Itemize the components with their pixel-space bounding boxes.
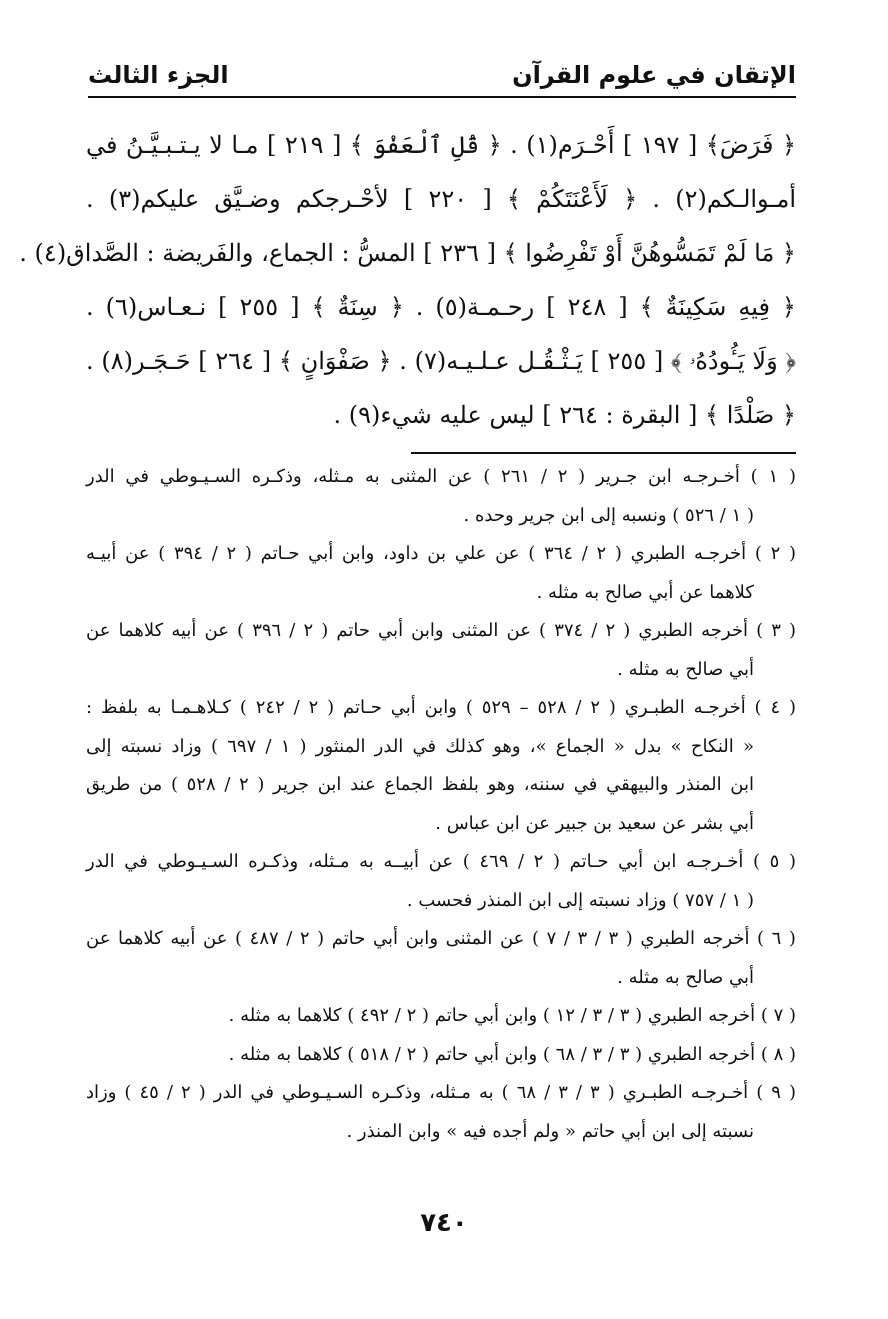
footnote-line: ( ١ / ٥٢٦ ) ونسبه إلى ابن جرير وحده . — [463, 504, 754, 526]
footnote-line: كلاهما عن أبي صالح به مثله . — [536, 581, 754, 603]
page-number: ٧٤٠ — [420, 1208, 468, 1238]
footnote-line: أبي صالح به مثله . — [617, 658, 754, 680]
main-text-line: ﴿ صَلْدًا ﴾ [ البقرة : ٢٦٤ ] ليس عليه شيء(٩) . — [333, 401, 796, 429]
footnote-line: ابن المنذر والبيهقي في سننه، وهو بلفظ الجماع عند ابن جرير ( ٢ / ٥٢٨ ) من طريق — [86, 774, 755, 795]
main-text-line: أمـوالـكم(٢) . ﴿ لَأَعْنَتَكُمْ ﴾ [ ٢٢٠ ] لأحْـرجكم وضـيَّق عليكم(٣) . — [86, 185, 797, 213]
footnote-line: أبي بشر عن سعيد بن جبير عن ابن عباس . — [435, 812, 754, 834]
footnote-line: ( ٤ ) أخرجـه الطبـري ( ٢ / ٥٢٨ – ٥٢٩ ) وابن أبي حـاتم ( ٢ / ٢٤٢ ) كـلاهـمـا به بلفظ : — [86, 697, 797, 718]
main-text-line: ﴿ مَا لَمْ تَمَسُّوهُنَّ أَوْ تَفْرِضُوا ﴾ [ ٢٣٦ ] المسُّ : الجماع، والفَريضة : الصَّداق(٤) . — [19, 239, 796, 267]
main-text — [19, 118, 797, 442]
footnote-line: ( ٩ ) أخـرجـه الطبـري ( ٣ / ٣ / ٦٨ ) به مـثله، وذكـره السـيـوطي في الدر ( ٢ / ٤٥ ) وزاد — [86, 1082, 797, 1103]
footnote-line: ( ٦ ) أخرجه الطبري ( ٣ / ٣ / ٧ ) عن المثنى وابن أبي حاتم ( ٢ / ٤٨٧ ) عن أبيه كلاهما عن — [86, 928, 796, 949]
footnote-line: ( ١ ) أخـرجـه ابن جـرير ( ٢ / ٢٦١ ) عن المثنى به مـثله، وذكـره السـيـوطي في الدر — [86, 466, 796, 487]
main-text-line: ﴿ وَلَا يَـُٔودُهُۥ ﴾ [ ٢٥٥ ] يَـثْـقُـل عـلـيـه(٧) . ﴿ صَفْوَانٍ ﴾ [ ٢٦٤ ] حَـجَـر(٨) . — [86, 347, 797, 375]
footnote-line: ( ٥ ) أخـرجـه ابن أبي حـاتم ( ٢ / ٤٦٩ ) عن أبيــه به مـثله، وذكـره السـيـوطي في الدر — [86, 851, 796, 872]
main-text-line: ﴿ فَرَضَ﴾ [ ١٩٧ ] أَحْـرَم(١) . ﴿ قُلِ ٱلْعَفْوَ ﴾ [ ٢١٩ ] مـا لا يـتـبـيَّـنُ في — [86, 131, 797, 159]
footnotes — [86, 458, 796, 1151]
running-header — [88, 54, 796, 98]
footnote-line: ( ٧ ) أخرجه الطبري ( ٣ / ٣ / ١٢ ) وابن أبي حاتم ( ٢ / ٤٩٢ ) كلاهما به مثله . — [228, 1005, 796, 1026]
footnote-line: نسبته إلى ابن أبي حاتم « ولم أجده فيه » وابن المنذر . — [346, 1120, 754, 1142]
volume-label: الجزء الثالث — [88, 61, 229, 89]
footnote-line: ( ٨ ) أخرجه الطبري ( ٣ / ٣ / ٦٨ ) وابن أبي حاتم ( ٢ / ٥١٨ ) كلاهما به مثله . — [228, 1043, 796, 1065]
main-text-line: ﴿ فِيهِ سَكِينَةٌ ﴾ [ ٢٤٨ ] رحـمـة(٥) . ﴿ سِنَةٌ ﴾ [ ٢٥٥ ] نـعـاس(٦) . — [86, 293, 796, 321]
footnote-separator — [411, 452, 796, 454]
footnote-line: ( ٢ ) أخرجـه الطبري ( ٢ / ٣٦٤ ) عن علي بن داود، وابن أبي حـاتم ( ٢ / ٣٩٤ ) عن أبيـه — [86, 543, 797, 564]
footnote-line: « النكاح » بدل « الجماع »، وهو كذلك في الدر المنثور ( ١ / ٦٩٧ ) وزاد نسبته إلى — [86, 735, 754, 757]
footnote-line: أبي صالح به مثله . — [617, 966, 754, 988]
book-title: الإتقان في علوم القرآن — [512, 61, 796, 89]
footnote-line: ( ٣ ) أخرجه الطبري ( ٢ / ٣٧٤ ) عن المثنى وابن أبي حاتم ( ٢ / ٣٩٦ ) عن أبيه كلاهما عن — [86, 620, 797, 641]
footnote-line: ( ١ / ٧٥٧ ) وزاد نسبته إلى ابن المنذر فحسب . — [406, 889, 754, 911]
